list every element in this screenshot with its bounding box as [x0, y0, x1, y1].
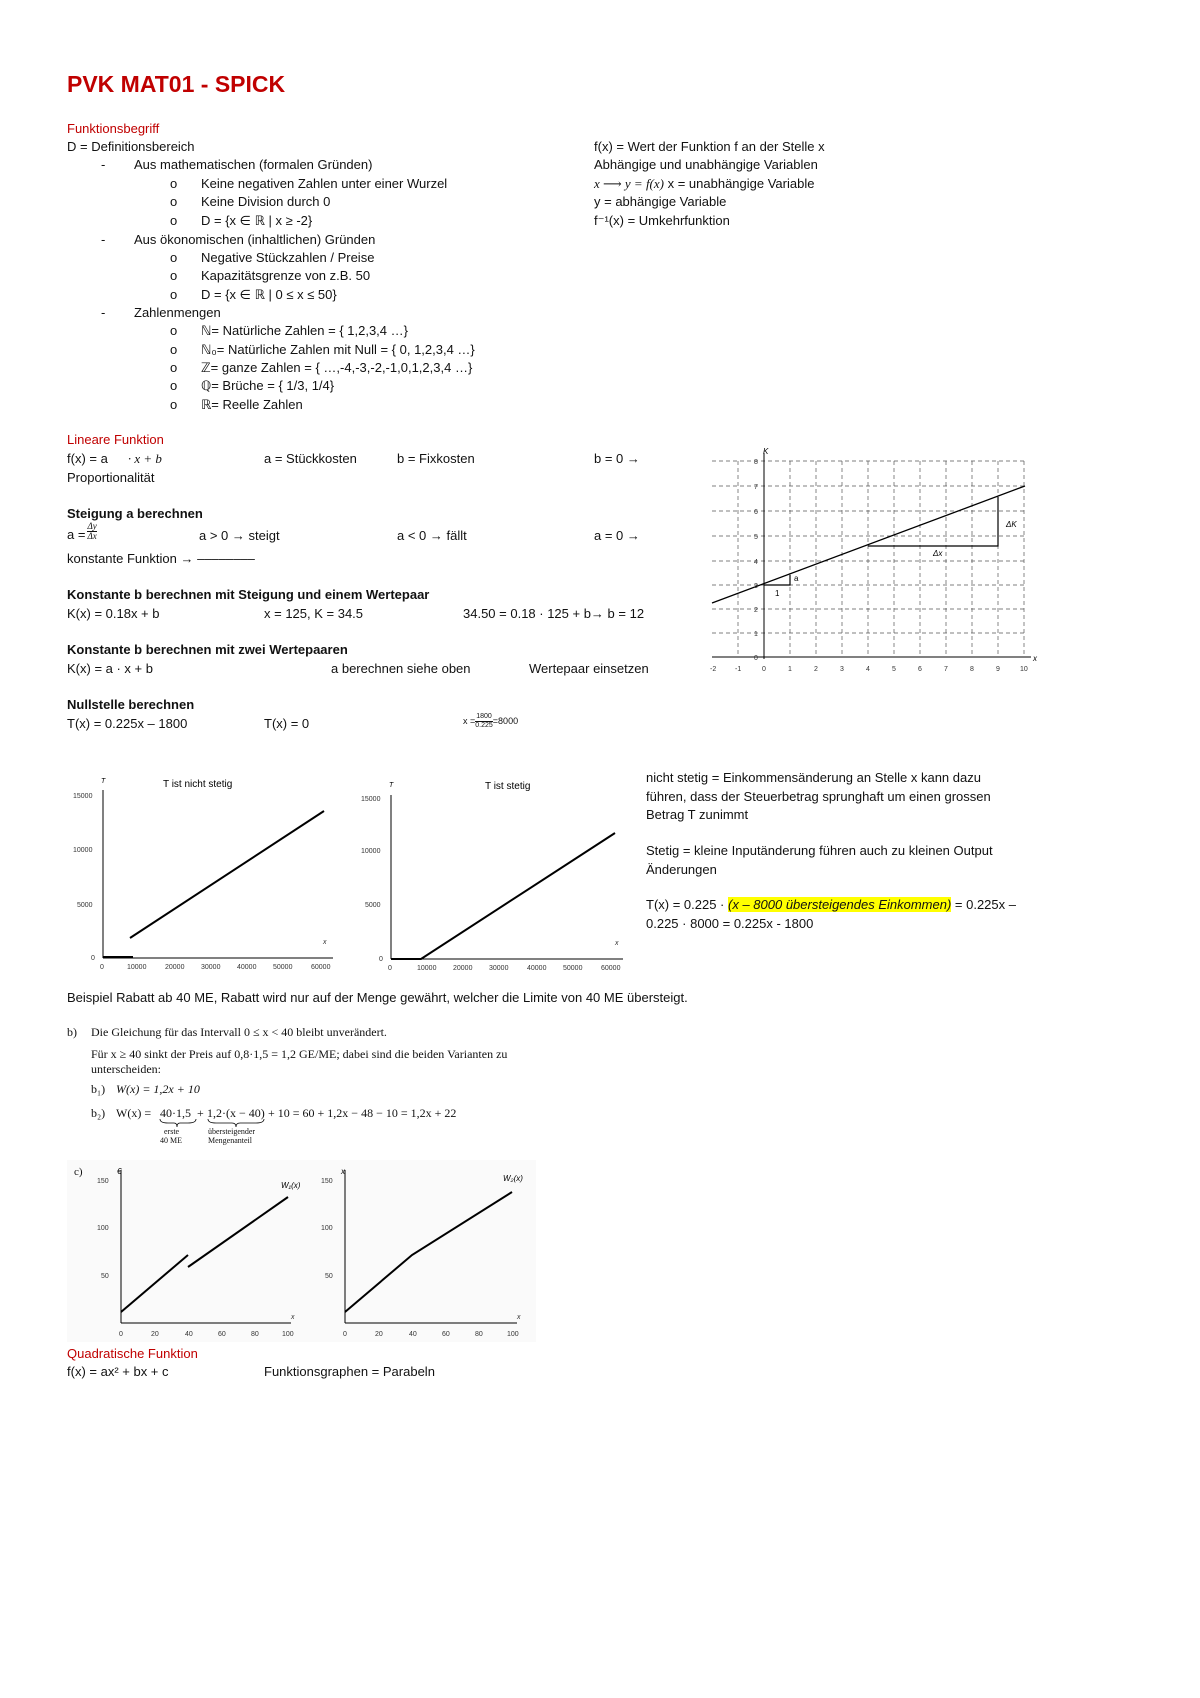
a-zero: a = 0 → — [594, 528, 640, 543]
ytick: 2 — [754, 607, 758, 614]
ns-r: =8000 — [492, 716, 519, 726]
def-line: Aus ökonomischen (inhaltlichen) Gründen — [134, 232, 376, 247]
bullet-o: o — [170, 342, 178, 357]
slope-triangle-large — [868, 497, 998, 546]
ytick: 150 — [97, 1178, 109, 1185]
stetig-text: nicht stetig = Einkommensänderung an Stelle x kann dazu — [646, 770, 981, 785]
delta-fraction — [87, 522, 96, 541]
w2-xlabel: x — [517, 1314, 521, 1321]
xtick: 8 — [970, 666, 974, 673]
xtick: 0 — [762, 666, 766, 673]
xtick: 0 — [100, 964, 104, 971]
tax-right-xlabel: x — [615, 940, 619, 947]
section-heading-funktionsbegriff: Funktionsbegriff — [67, 121, 160, 136]
ytick: 15000 — [73, 793, 93, 800]
bullet-dash: - — [101, 157, 106, 172]
stueckkosten: a = Stückkosten — [264, 451, 357, 466]
bullet-o: o — [170, 268, 178, 283]
def-line: ℝ= Reelle Zahlen — [201, 397, 303, 412]
xtick: 7 — [944, 666, 948, 673]
right-line: y = abhängige Variable — [594, 194, 727, 209]
xtick: -1 — [735, 666, 742, 673]
linear-formula-b: · x + b — [127, 451, 162, 466]
slope-a-label: a — [794, 574, 799, 583]
xtick: 6 — [918, 666, 922, 673]
linear-graph-xticks — [710, 666, 1028, 673]
b-zero: b = 0 → — [594, 451, 640, 466]
frac-den: Δx — [87, 531, 97, 542]
w1-xlabel: x — [291, 1314, 295, 1321]
w1-ylabel: € — [117, 1167, 122, 1176]
w2-line — [345, 1192, 512, 1312]
def-line: Aus mathematischen (formalen Gründen) — [134, 157, 373, 172]
xtick: 100 — [507, 1331, 519, 1338]
k-axis-label: K — [763, 447, 769, 456]
steigung-heading: Steigung a berechnen — [67, 506, 203, 521]
ytick: 5 — [754, 534, 758, 541]
ns-num: 1800 — [476, 713, 492, 721]
steigt: a > 0 → steigt — [199, 528, 280, 543]
xtick: 60 — [442, 1331, 450, 1338]
ytick: 6 — [754, 509, 758, 516]
ytick: 5000 — [77, 902, 93, 909]
w1-segment-1 — [121, 1255, 188, 1312]
xtick: 20 — [151, 1331, 159, 1338]
konstante-funktion: konstante Funktion → –––––––– — [67, 551, 255, 566]
def-line: Keine negativen Zahlen unter einer Wurzel — [201, 176, 448, 191]
xtick: 50000 — [563, 965, 583, 972]
nullstelle-zero: T(x) = 0 — [264, 716, 310, 731]
b2-underbrace-1b: 40 ME — [160, 1136, 182, 1145]
delta-x-label: Δx — [933, 549, 943, 558]
ytick: 5000 — [365, 902, 381, 909]
frac-num: Δy — [87, 521, 97, 532]
bullet-dash: - — [101, 305, 106, 320]
tax-graph-right-title: T ist stetig — [485, 781, 531, 792]
b1-label: b₁) — [91, 1082, 106, 1096]
page-title: PVK MAT01 - SPICK — [67, 71, 286, 97]
c-label: c) — [74, 1166, 83, 1178]
xtick: 80 — [251, 1331, 259, 1338]
ytick: 4 — [754, 559, 758, 566]
def-line: Zahlenmengen — [134, 305, 221, 320]
xtick: 4 — [866, 666, 870, 673]
ytick: 50 — [325, 1273, 333, 1280]
rabatt-text: Beispiel Rabatt ab 40 ME, Rabatt wird nur auf der Menge gewährt, welcher die Limite von 40 ME übersteigt. — [67, 990, 688, 1005]
def-line: Kapazitätsgrenze von z.B. 50 — [201, 268, 371, 283]
b-line: Die Gleichung für das Intervall 0 ≤ x < 40 bleibt unverändert. — [91, 1025, 387, 1039]
xtick: 1 — [788, 666, 792, 673]
ytick: 0 — [91, 955, 95, 962]
def-line: ℚ= Brüche = { 1/3, 1/4} — [201, 378, 335, 393]
section-heading-quadratisch: Quadratische Funktion — [67, 1346, 198, 1361]
xtick: 60000 — [601, 965, 621, 972]
rabatt-graph-w2 — [299, 1164, 534, 1342]
linear-graph — [705, 445, 1050, 675]
tax-left-line — [130, 811, 324, 938]
bullet-o: o — [170, 287, 178, 302]
delta-k-label: ΔK — [1006, 520, 1017, 529]
k1-calc: 34.50 = 0.18 · 125 + b→ b = 12 — [463, 606, 645, 621]
linear-formula-a: f(x) = a — [67, 451, 108, 466]
ytick: 3 — [754, 583, 758, 590]
b2-eq-d: 1,2·(x − 40) — [207, 1106, 265, 1120]
tax-formula-highlight: (x – 8000 übersteigendes Einkommen) — [728, 897, 952, 912]
linear-graph-grid — [712, 461, 1025, 657]
xtick: 100 — [282, 1331, 294, 1338]
mapping-desc: x = unabhängige Variable — [664, 176, 815, 191]
xtick: 60 — [218, 1331, 226, 1338]
def-line: Negative Stückzahlen / Preise — [201, 250, 375, 265]
k1-formula: K(x) = 0.18x + b — [67, 606, 160, 621]
tax-graph-right-ylabel: T — [389, 782, 394, 789]
a-eq: a = — [67, 527, 86, 542]
tax-formula — [646, 897, 1016, 913]
rabatt-graph-w1 — [75, 1164, 300, 1342]
ytick: 10000 — [361, 848, 381, 855]
xtick: 20 — [375, 1331, 383, 1338]
xtick: 30000 — [489, 965, 509, 972]
b2-eq-c: + — [197, 1106, 204, 1120]
b-label: b) — [67, 1025, 77, 1039]
linear-formula — [67, 451, 162, 467]
stetig-text: Betrag T zunimmt — [646, 807, 749, 822]
b2-underbrace-2a: übersteigender — [208, 1127, 256, 1136]
nullstelle-result — [463, 713, 518, 730]
tax-graph-left-title: T ist nicht stetig — [163, 779, 233, 790]
bullet-o: o — [170, 176, 178, 191]
fixkosten: b = Fixkosten — [397, 451, 475, 466]
bullet-dash: - — [101, 232, 106, 247]
xtick: 10000 — [417, 965, 437, 972]
nullstelle-formula: T(x) = 0.225x – 1800 — [67, 716, 188, 731]
xtick: 40 — [409, 1331, 417, 1338]
tax-formula-pre: T(x) = 0.225 · — [646, 897, 728, 912]
b2-eq-b: 40·1,5 — [160, 1106, 191, 1120]
xtick: 10 — [1020, 666, 1028, 673]
b2-underbrace-1a: erste — [164, 1127, 180, 1136]
tax-graph-not-continuous — [67, 770, 347, 975]
bullet-o: o — [170, 194, 178, 209]
mapping-formula: x ⟶ y = f(x) — [594, 176, 664, 191]
ytick: 0 — [754, 655, 758, 662]
k2-a: a berechnen siehe oben — [331, 661, 471, 676]
bullet-o: o — [170, 250, 178, 265]
xtick: 50000 — [273, 964, 293, 971]
xtick: 10000 — [127, 964, 147, 971]
def-line: ℤ= ganze Zahlen = { …,-4,-3,-2,-1,0,1,2,3,4 …} — [201, 360, 473, 375]
xtick: 20000 — [453, 965, 473, 972]
bullet-o: o — [170, 378, 178, 393]
def-line: D = {x ∈ ℝ | 0 ≤ x ≤ 50} — [201, 287, 337, 302]
b1-eq: W(x) = 1,2x + 10 — [116, 1082, 200, 1096]
right-line-mapping — [594, 176, 814, 192]
xtick: -2 — [710, 666, 717, 673]
w2-ylabel: x — [341, 1167, 345, 1176]
def-line: D = {x ∈ ℝ | x ≥ -2} — [201, 213, 313, 228]
b2-eq-a: W(x) = — [116, 1106, 152, 1120]
ns-den: 0.225 — [475, 722, 493, 730]
linear-graph-yticks — [754, 459, 758, 662]
xtick: 20000 — [165, 964, 185, 971]
k1-heading: Konstante b berechnen mit Steigung und einem Wertepaar — [67, 587, 430, 602]
bullet-o: o — [170, 397, 178, 412]
bullet-o: o — [170, 213, 178, 228]
right-line: Abhängige und unabhängige Variablen — [594, 157, 818, 172]
section-heading-lineare: Lineare Funktion — [67, 432, 164, 447]
stetig-text: Stetig = kleine Inputänderung führen auch zu kleinen Output — [646, 843, 993, 858]
k2-formula: K(x) = a · x + b — [67, 661, 153, 676]
nullstelle-heading: Nullstelle berechnen — [67, 697, 195, 712]
linear-function-line — [712, 486, 1025, 603]
bullet-o: o — [170, 323, 178, 338]
stetig-text: führen, dass der Steuerbetrag sprunghaft um einen grossen — [646, 789, 991, 804]
k2-wertepaar: Wertepaar einsetzen — [529, 661, 649, 676]
b2-eq-e: + 10 = 60 + 1,2x − 48 − 10 = 1,2x + 22 — [268, 1106, 457, 1120]
tax-left-xlabel: x — [323, 939, 327, 946]
w2-name: W₂(x) — [503, 1174, 523, 1183]
right-line: f(x) = Wert der Funktion f an der Stelle x — [594, 139, 825, 154]
xtick: 40000 — [237, 964, 257, 971]
w1-name: W₁(x) — [281, 1181, 301, 1190]
tax-right-line — [391, 833, 615, 959]
b2-underbrace-2b: Mengenanteil — [208, 1136, 252, 1145]
ytick: 7 — [754, 484, 758, 491]
faellt: a < 0 → fällt — [397, 528, 467, 543]
xtick: 2 — [814, 666, 818, 673]
xtick: 9 — [996, 666, 1000, 673]
b-line: unterscheiden: — [91, 1062, 161, 1076]
slope-one-label: 1 — [775, 589, 780, 598]
proportionalitaet: Proportionalität — [67, 470, 155, 485]
ytick: 1 — [754, 631, 758, 638]
ytick: 8 — [754, 459, 758, 466]
b2-label: b₂) — [91, 1106, 106, 1120]
w1-segment-2 — [188, 1197, 288, 1267]
xtick: 40 — [185, 1331, 193, 1338]
ytick: 100 — [97, 1225, 109, 1232]
ytick: 15000 — [361, 796, 381, 803]
xtick: 0 — [388, 965, 392, 972]
ns-x: x = — [463, 716, 476, 726]
xtick: 80 — [475, 1331, 483, 1338]
def-line: D = Definitionsbereich — [67, 139, 195, 154]
ytick: 50 — [101, 1273, 109, 1280]
b-line: Für x ≥ 40 sinkt der Preis auf 0,8·1,5 = 1,2 GE/ME; dabei sind die beiden Varianten zu — [91, 1047, 508, 1061]
slope-triangle-small — [764, 575, 790, 585]
tax-formula-post: = 0.225x – — [951, 897, 1016, 912]
xtick: 0 — [119, 1331, 123, 1338]
bullet-o: o — [170, 360, 178, 375]
stetig-text: Änderungen — [646, 862, 717, 877]
xtick: 5 — [892, 666, 896, 673]
tax-graph-continuous — [357, 775, 637, 975]
def-line: ℕ= Natürliche Zahlen = { 1,2,3,4 …} — [201, 323, 408, 338]
tax-graph-left-ylabel: T — [101, 778, 106, 785]
tax-formula-line2: 0.225 · 8000 = 0.225x - 1800 — [646, 916, 814, 931]
parabel-text: Funktionsgraphen = Parabeln — [264, 1364, 435, 1379]
def-line: ℕ₀= Natürliche Zahlen mit Null = { 0, 1,2,3,4 …} — [201, 342, 475, 357]
xtick: 3 — [840, 666, 844, 673]
ns-fraction — [475, 713, 493, 730]
k1-values: x = 125, K = 34.5 — [264, 606, 364, 621]
def-line: Keine Division durch 0 — [201, 194, 331, 209]
ytick: 10000 — [73, 847, 93, 854]
x-axis-label: x — [1033, 654, 1037, 663]
ytick: 100 — [321, 1225, 333, 1232]
k2-heading: Konstante b berechnen mit zwei Wertepaaren — [67, 642, 348, 657]
xtick: 60000 — [311, 964, 331, 971]
ytick: 150 — [321, 1178, 333, 1185]
ytick: 0 — [379, 956, 383, 963]
quadratic-formula: f(x) = ax² + bx + c — [67, 1364, 169, 1379]
xtick: 30000 — [201, 964, 221, 971]
xtick: 40000 — [527, 965, 547, 972]
right-line: f⁻¹(x) = Umkehrfunktion — [594, 213, 730, 228]
xtick: 0 — [343, 1331, 347, 1338]
